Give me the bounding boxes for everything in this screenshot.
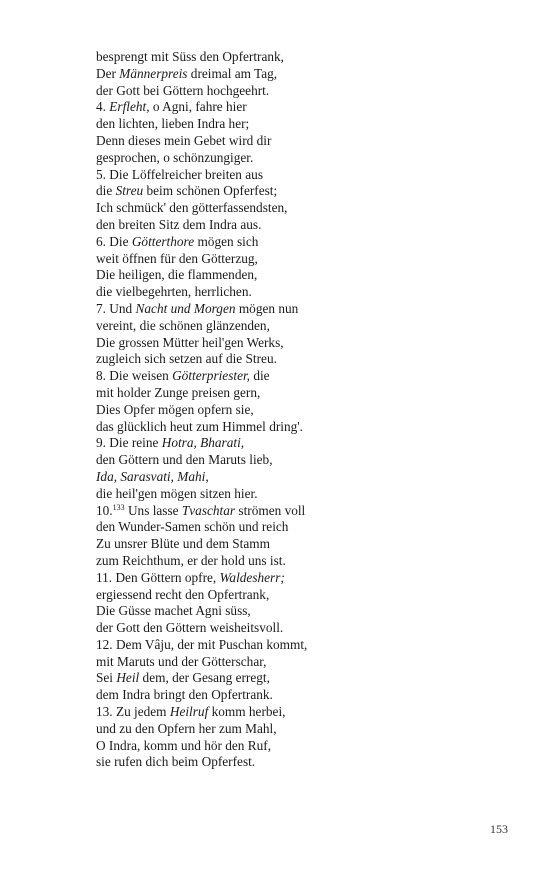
line-text: sie rufen dich beim Opferfest. [96, 754, 256, 770]
verse-line [96, 200, 516, 217]
line-text: 8. Die weisen [96, 368, 173, 384]
line-text: den lichten, lieben Indra her; [96, 116, 250, 132]
verse-line [96, 351, 516, 368]
emphasized-text: Waldesherr; [219, 569, 285, 585]
line-text: 12. Dem Vâju, der mit Puschan kommt, [96, 636, 308, 652]
line-text: den Göttern und den Maruts lieb, [96, 452, 273, 468]
verse-line [96, 704, 516, 721]
line-text: Denn dieses mein Gebet wird dir [96, 132, 272, 148]
verse-line [96, 721, 516, 738]
verse-line [96, 469, 516, 486]
verse-line [96, 553, 516, 570]
verse-line [96, 452, 516, 469]
line-text: dem Indra bringt den Opfertrank. [96, 687, 273, 703]
verse-line [96, 66, 516, 83]
verse-line [96, 335, 516, 352]
verse-line [96, 301, 516, 318]
verse-line [96, 251, 516, 268]
line-text: Uns lasse [124, 502, 182, 518]
emphasized-text: Heilruf [169, 704, 209, 720]
line-text: die [250, 368, 270, 384]
line-text: und zu den Opfern her zum Mahl, [96, 720, 277, 736]
line-text: gesprochen, o schönzungiger. [96, 149, 254, 165]
line-text: strömen voll [235, 502, 306, 518]
line-text: O Indra, komm und hör den Ruf, [96, 737, 272, 753]
verse-line [96, 570, 516, 587]
verse-text-block [96, 49, 516, 771]
verse-line [96, 284, 516, 301]
line-text: zugleich sich setzen auf die Streu. [96, 351, 277, 367]
line-text: Die Güsse machet Agni süss, [96, 603, 251, 619]
verse-line [96, 536, 516, 553]
verse-line [96, 587, 516, 604]
line-text: dem, der Gesang erregt, [139, 670, 270, 686]
line-text: die [96, 183, 116, 199]
line-text: Dies Opfer mögen opfern sie, [96, 401, 254, 417]
line-text: das glücklich heut zum Himmel dring'. [96, 418, 303, 434]
emphasized-text: Tvaschtar [181, 502, 236, 518]
verse-line [96, 637, 516, 654]
line-text: mögen nun [235, 300, 299, 316]
emphasized-text: Heil [116, 670, 140, 686]
line-text: komm herbei, [208, 704, 286, 720]
line-text: mit holder Zunge preisen gern, [96, 384, 261, 400]
verse-line [96, 738, 516, 755]
emphasized-text: Hotra, [161, 435, 197, 451]
footnote-marker: 133 [112, 502, 125, 512]
verse-line [96, 116, 516, 133]
verse-line [96, 402, 516, 419]
line-text: 11. Den Göttern opfre, [96, 569, 220, 585]
verse-line [96, 519, 516, 536]
verse-line [96, 150, 516, 167]
verse-line [96, 234, 516, 251]
line-text: 4. [96, 99, 110, 115]
line-text: Die heiligen, die flammenden, [96, 267, 258, 283]
line-text: Ich schmück' den götterfassendsten, [96, 200, 288, 216]
verse-line [96, 217, 516, 234]
line-text: 9. Die reine [96, 435, 162, 451]
line-text: besprengt mit Süss den Opfertrank, [96, 49, 284, 64]
line-text: mit Maruts und der Götterschar, [96, 653, 267, 669]
emphasized-text: Götterpriester, [172, 368, 251, 384]
verse-line [96, 167, 516, 184]
page-number: 153 [490, 822, 508, 836]
line-text: weit öffnen für den Götterzug, [96, 250, 258, 266]
line-text: Sei [96, 670, 117, 686]
line-text: 7. Und [96, 300, 136, 316]
verse-line [96, 687, 516, 704]
line-text: den Wunder-Samen schön und reich [96, 519, 289, 535]
line-text: ergiessend recht den Opfertrank, [96, 586, 270, 602]
line-text: vereint, die schönen glänzenden, [96, 317, 270, 333]
verse-line [96, 620, 516, 637]
verse-line [96, 503, 516, 520]
verse-line [96, 99, 516, 116]
line-text: zum Reichthum, er der hold uns ist. [96, 552, 286, 568]
verse-line [96, 419, 516, 436]
emphasized-text: Männerpreis [119, 65, 188, 81]
line-text: der Gott bei Göttern hochgeehrt. [96, 82, 270, 98]
line-text: die vielbegehrten, herrlichen. [96, 284, 252, 300]
line-text: 10. [96, 502, 113, 518]
line-text: den breiten Sitz dem Indra aus. [96, 216, 262, 232]
verse-line [96, 670, 516, 687]
emphasized-text: Streu [115, 183, 144, 199]
line-text: Zu unsrer Blüte und dem Stamm [96, 536, 270, 552]
emphasized-text: Bharati, [200, 435, 245, 451]
verse-line [96, 49, 516, 66]
emphasized-text: Nacht und Morgen [135, 300, 236, 316]
line-text: Die grossen Mütter heil'gen Werks, [96, 334, 284, 350]
line-text: 5. Die Löffelreicher breiten aus [96, 166, 263, 182]
verse-line [96, 183, 516, 200]
emphasized-text: Erfleht, [109, 99, 150, 115]
line-text: der Gott den Göttern weisheitsvoll. [96, 620, 284, 636]
verse-line [96, 83, 516, 100]
verse-line [96, 603, 516, 620]
verse-line [96, 318, 516, 335]
verse-line [96, 435, 516, 452]
verse-line [96, 654, 516, 671]
line-text: 6. Die [96, 233, 132, 249]
line-text: mögen sich [194, 233, 259, 249]
verse-line [96, 368, 516, 385]
verse-line [96, 754, 516, 771]
verse-line [96, 385, 516, 402]
verse-line [96, 267, 516, 284]
line-text: die heil'gen mögen sitzen hier. [96, 485, 258, 501]
line-text: Der [96, 65, 120, 81]
line-text: beim schönen Opferfest; [143, 183, 278, 199]
line-text: 13. Zu jedem [96, 704, 170, 720]
line-text: dreimal am Tag, [187, 65, 278, 81]
line-text: o Agni, fahre hier [149, 99, 247, 115]
emphasized-text: Ida, Sarasvati, Mahi, [96, 468, 209, 484]
verse-line [96, 133, 516, 150]
verse-line [96, 486, 516, 503]
emphasized-text: Götterthore [131, 233, 195, 249]
